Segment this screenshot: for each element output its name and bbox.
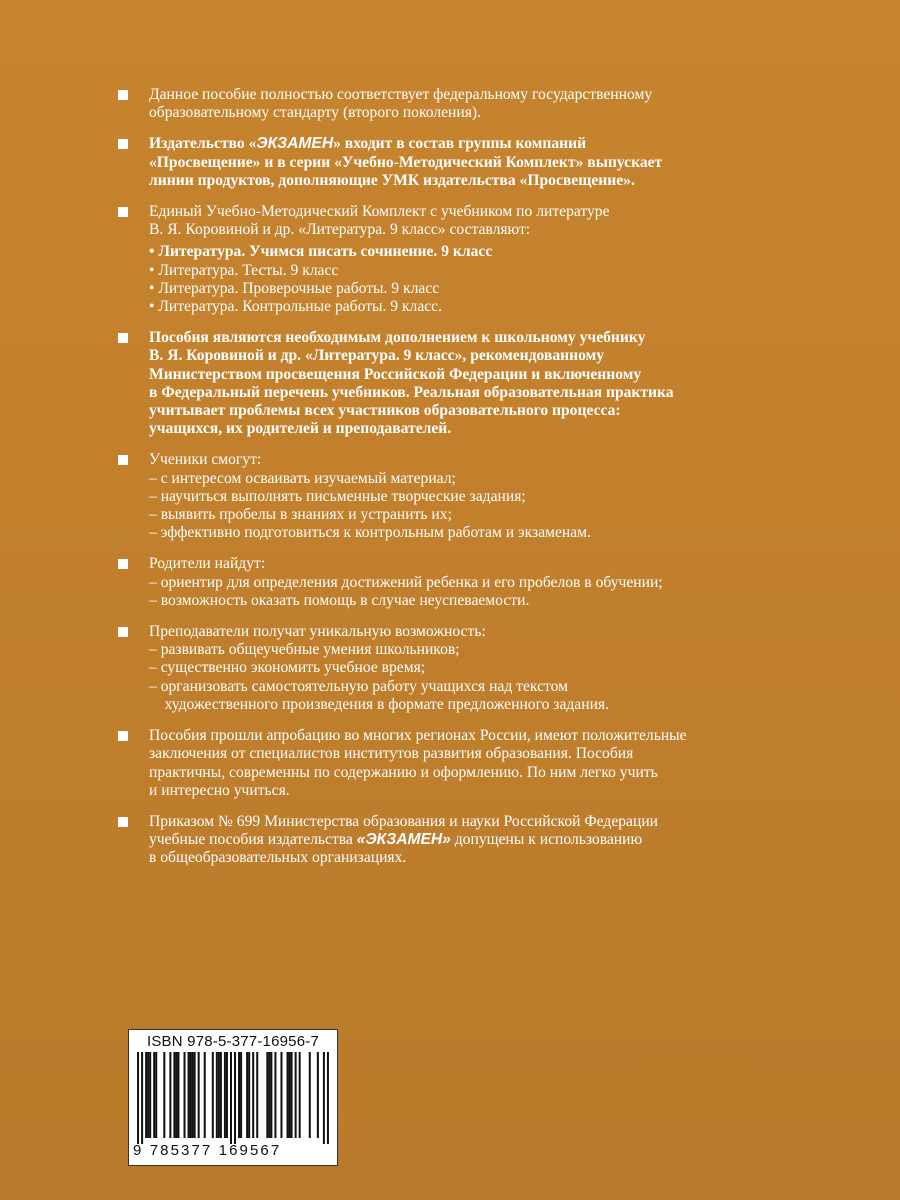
cover-text xyxy=(116,86,836,881)
barcode-bar xyxy=(218,1052,220,1138)
text-line: учитывает проблемы всех участников образовательного процесса: xyxy=(149,402,621,420)
barcode-bar xyxy=(238,1052,240,1138)
square-bullet-icon xyxy=(118,90,128,100)
dash-item: – ориентир для определения достижений ребенка и его пробелов в обучении; xyxy=(149,573,663,591)
dash-item: – с интересом осваивать изучаемый материал; xyxy=(149,469,456,487)
barcode-bar xyxy=(177,1052,179,1138)
bullet-order xyxy=(116,813,836,868)
barcode-bar xyxy=(212,1052,214,1138)
barcode-bar xyxy=(137,1052,139,1144)
umk-list xyxy=(149,243,836,316)
barcode-bar xyxy=(155,1052,157,1138)
square-bullet-icon xyxy=(118,207,128,217)
barcode-icon xyxy=(133,1052,333,1144)
text-line: В. Я. Коровиной и др. «Литература. 9 класс» составляют: xyxy=(149,221,531,239)
barcode-bar xyxy=(216,1052,218,1138)
barcode-bar xyxy=(169,1052,171,1138)
text-fragment: учебные пособия издательства xyxy=(149,831,357,849)
barcode-bar xyxy=(289,1052,291,1138)
barcode-bar xyxy=(291,1052,293,1138)
square-bullet-icon xyxy=(118,139,128,149)
barcode-bar xyxy=(246,1052,248,1138)
text-line: Данное пособие полностью соответствует федеральному государственному xyxy=(149,86,653,103)
barcode-bar xyxy=(323,1052,325,1144)
barcode-bar xyxy=(274,1052,276,1138)
dash-item: – существенно экономить учебное время; xyxy=(149,659,426,677)
barcode-bar xyxy=(256,1052,258,1138)
square-bullet-icon xyxy=(118,817,128,827)
barcode-bar xyxy=(175,1052,177,1138)
square-bullet-icon xyxy=(118,731,128,741)
text-line: Родители найдут: xyxy=(149,555,266,573)
bullet-students xyxy=(116,451,836,542)
barcode-bar xyxy=(220,1052,222,1138)
barcode-bar xyxy=(280,1052,282,1138)
text-line xyxy=(149,831,836,849)
text-line: Пособия прошли апробацию во многих регионах России, имеют положительные xyxy=(149,727,687,745)
barcode-bar xyxy=(234,1052,236,1144)
square-bullet-icon xyxy=(118,333,128,343)
barcode-bar xyxy=(317,1052,319,1138)
barcode-bar xyxy=(309,1052,311,1138)
barcode-bar xyxy=(204,1052,206,1138)
barcode-bar xyxy=(192,1052,194,1138)
barcode-bar xyxy=(230,1052,232,1144)
text-line: практичны, современны по содержанию и оформлению. По ним легко учить xyxy=(149,763,658,781)
text-line: «Просвещение» и в серии «Учебно-Методический Комплект» выпускает xyxy=(149,153,663,171)
barcode-bar xyxy=(252,1052,254,1138)
text-fragment: допущены к использованию xyxy=(450,831,643,849)
dash-item: – эффективно подготовиться к контрольным работам и экзаменам. xyxy=(149,524,591,542)
bullet-parents xyxy=(116,555,836,610)
text-fragment: » входит в состав группы компаний xyxy=(333,135,587,153)
barcode-bar xyxy=(226,1052,228,1138)
barcode-digits: 9 785377 169567 xyxy=(133,1142,282,1159)
text-line: учащихся, их родителей и преподавателей. xyxy=(149,420,452,438)
text-line: Преподаватели получат уникальную возможность: xyxy=(149,623,486,641)
text-line: Ученики смогут: xyxy=(149,451,262,469)
text-fragment: Издательство « xyxy=(149,135,257,153)
text-line: в общеобразовательных организациях. xyxy=(149,849,407,867)
dash-item: художественного произведения в формате предложенного задания. xyxy=(149,695,609,713)
barcode-bar xyxy=(266,1052,268,1138)
barcode-bar xyxy=(188,1052,190,1138)
isbn-label: ISBN 978-5-377-16956-7 xyxy=(146,1033,319,1050)
barcode-bar xyxy=(295,1052,297,1138)
umk-item: • Литература. Контрольные работы. 9 класс. xyxy=(149,298,442,316)
text-line xyxy=(149,135,836,153)
text-line: Приказом № 699 Министерства образования и науки Российской Федерации xyxy=(149,812,659,830)
text-line: образовательному стандарту (второго поколения). xyxy=(149,104,482,122)
barcode-bar xyxy=(145,1052,147,1138)
text-line: линии продуктов, дополняющие УМК издательства «Просвещение». xyxy=(149,171,635,189)
publisher-brand: ЭКЗАМЕН xyxy=(256,135,334,153)
umk-item: • Литература. Тесты. 9 класс xyxy=(149,261,339,279)
barcode-bar xyxy=(173,1052,175,1138)
square-bullet-icon xyxy=(118,627,128,637)
barcode-bar xyxy=(147,1052,149,1138)
text-line: Пособия являются необходимым дополнением к школьному учебнику xyxy=(149,329,646,347)
dash-item: – развивать общеучебные умения школьников; xyxy=(149,641,460,659)
bullet-approbation xyxy=(116,727,836,800)
barcode-bar xyxy=(270,1052,272,1138)
text-line: В. Я. Коровиной и др. «Литература. 9 класс», рекомендованному xyxy=(149,347,605,365)
bullet-umk xyxy=(116,203,836,316)
barcode-bar xyxy=(287,1052,289,1138)
bullet-publisher xyxy=(116,135,836,190)
barcode-bar xyxy=(149,1052,151,1138)
text-line: Единый Учебно-Методический Комплект с учебником по литературе xyxy=(149,203,610,221)
barcode-bar xyxy=(184,1052,186,1138)
text-line: и интересно учиться. xyxy=(149,781,290,799)
barcode-bar xyxy=(268,1052,270,1138)
barcode-bar xyxy=(224,1052,226,1138)
publisher-brand: «ЭКЗАМЕН» xyxy=(356,831,451,849)
bullet-supplement xyxy=(116,329,836,438)
barcode-bar xyxy=(240,1052,242,1138)
text-line: заключения от специалистов институтов развития образования. Пособия xyxy=(149,745,634,763)
text-line: в Федеральный перечень учебников. Реальная образовательная практика xyxy=(149,383,674,401)
barcode-bar xyxy=(198,1052,200,1138)
barcode-bar xyxy=(299,1052,301,1138)
barcode-bar xyxy=(163,1052,165,1138)
barcode-bar xyxy=(153,1052,155,1138)
umk-item: • Литература. Проверочные работы. 9 класс xyxy=(149,279,440,297)
umk-item: • Литература. Учимся писать сочинение. 9 класс xyxy=(149,243,493,261)
barcode-bar xyxy=(194,1052,196,1138)
dash-item: – научиться выполнять письменные творческие задания; xyxy=(149,487,526,505)
barcode-bar xyxy=(327,1052,329,1144)
barcode-bar xyxy=(141,1052,143,1144)
barcode-bar xyxy=(190,1052,192,1138)
dash-item: – выявить пробелы в знаниях и устранить их; xyxy=(149,506,452,524)
dash-item: – возможность оказать помощь в случае неуспеваемости. xyxy=(149,591,530,609)
barcode-bar xyxy=(248,1052,250,1138)
square-bullet-icon xyxy=(118,559,128,569)
isbn-barcode-block xyxy=(128,1029,338,1166)
bullet-teachers xyxy=(116,623,836,714)
square-bullet-icon xyxy=(118,455,128,465)
dash-item: – организовать самостоятельную работу учащихся над текстом xyxy=(149,677,568,695)
text-line: Министерством просвещения Российской Федерации и включенному xyxy=(149,365,642,383)
bullet-fgos xyxy=(116,86,836,122)
